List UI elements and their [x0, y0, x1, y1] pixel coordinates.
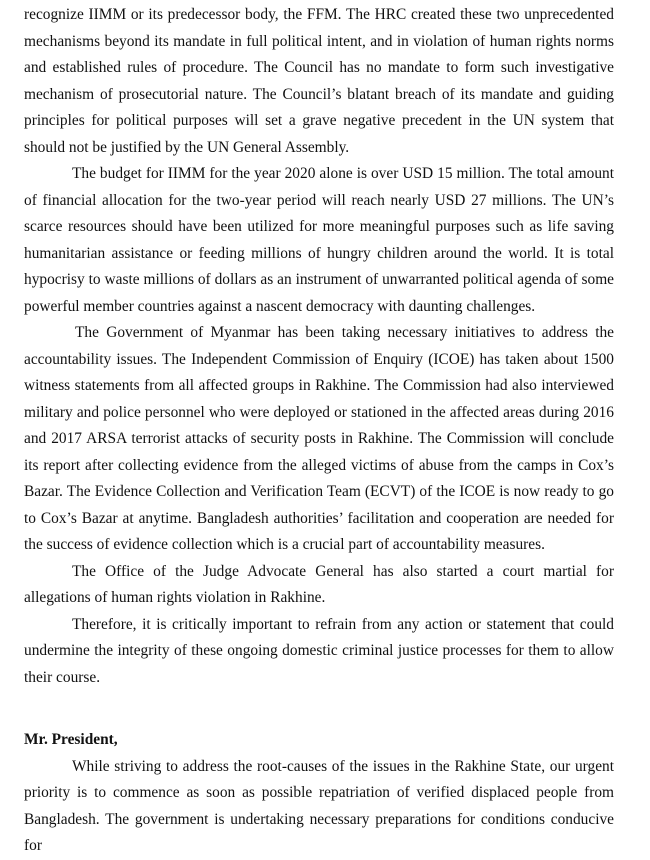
document-page — [24, 2, 614, 860]
paragraph-icoe-accountability: The Government of Myanmar has been taking necessary initiatives to address the accountability issues. The Independent Commission of Enquiry (ICOE) has taken about 1500 witness statements from all affected groups in Rakhine. The Commission had also interviewed military and police personnel who were deployed or stationed in the affected areas during 2016 and 2017 ARSA terrorist attacks of security posts in Rakhine. The Commission will conclude its report after collecting evidence from the alleged victims of abuse from the camps in Cox’s Bazar. The Evidence Collection and Verification Team (ECVT) of the ICOE is now ready to go to Cox’s Bazar at anytime. Bangladesh authorities’ facilitation and cooperation are needed for the success of evidence collection which is a crucial part of accountability measures. — [24, 324, 614, 553]
paragraph-hrc-mandate: recognize IIMM or its predecessor body, the FFM. The HRC created these two unprecedented mechanisms beyond its mandate in full political intent, and in violation of human rights norms and established rules of procedure. The Council has no mandate to form such investigative mechanism of prosecutorial nature. The Council’s blatant breach of its mandate and guiding principles for political purposes will set a grave negative precedent in the UN system that should not be justified by the UN General Assembly. — [24, 6, 614, 156]
paragraph-iimm-budget: The budget for IIMM for the year 2020 alone is over USD 15 million. The total amount of financial allocation for the two-year period will reach nearly USD 27 millions. The UN’s scarce resources should have been utilized for more meaningful purposes such as life saving humanitarian assistance or feeding millions of hungry children around the world. It is total hypocrisy to waste millions of dollars as an instrument of unwarranted political agenda of some powerful member countries against a nascent democracy with daunting challenges. — [24, 165, 614, 315]
paragraph-court-martial: The Office of the Judge Advocate General has also started a court martial for allegations of human rights violation in Rakhine. — [24, 562, 614, 606]
section-spacer — [24, 691, 614, 717]
paragraph-domestic-processes: Therefore, it is critically important to refrain from any action or statement that could undermine the integrity of these ongoing domestic criminal justice processes for them to allow their course. — [24, 615, 614, 686]
paragraph-repatriation: While striving to address the root-causes of the issues in the Rakhine State, our urgent priority is to commence as soon as possible repatriation of verified displaced people from Bangladesh. The government is undertaking necessary preparations for conditions conducive for — [24, 757, 614, 854]
section-heading: Mr. President, — [24, 731, 118, 748]
